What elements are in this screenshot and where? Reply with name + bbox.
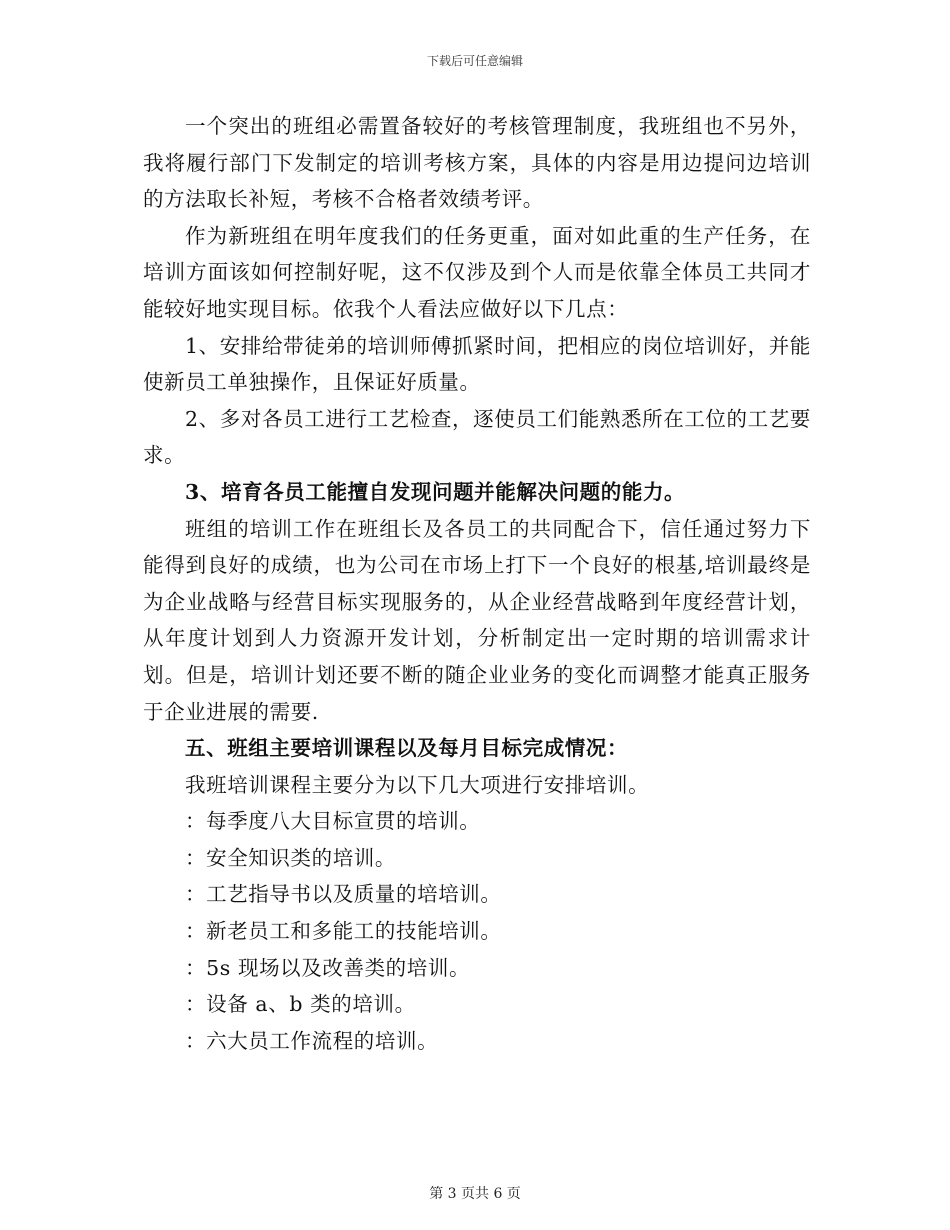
section-heading-5: 五、班组主要培训课程以及每月目标完成情况： — [185, 736, 629, 761]
list-item: ：六大员工作流程的培训。 — [185, 1028, 439, 1053]
page-footer: 第 3 页共 6 页 — [429, 1186, 521, 1202]
document-body — [143, 108, 811, 1059]
list-item: ：每季度八大目标宣贯的培训。 — [185, 809, 481, 834]
paragraph-new-team: 作为新班组在明年度我们的任务更重，面对如此重的生产任务，在培训方面该如何控制好呢，这不仅涉及到个人而是依靠全体员工共同才能较好地实现目标。依我个人看法应做好以下几点： — [143, 223, 811, 321]
paragraph-course-intro: 我班培训课程主要分为以下几大项进行安排培训。 — [185, 772, 650, 797]
page-header: 下载后可任意编辑 — [426, 54, 523, 68]
paragraph-point-1: 1、安排给带徒弟的培训师傅抓紧时间，把相应的岗位培训好，并能使新员工单独操作，且保证好质量。 — [143, 333, 811, 395]
list-item: ：5s 现场以及改善类的培训。 — [185, 955, 471, 980]
paragraph-point-3: 3、培育各员工能擅自发现问题并能解决问题的能力。 — [185, 479, 686, 504]
list-item: ：工艺指导书以及质量的培培训。 — [185, 882, 502, 907]
paragraph-assessment: 一个突出的班组必需置备较好的考核管理制度，我班组也不另外，我将履行部门下发制定的培训考核方案，具体的内容是用边提问边培训的方法取长补短，考核不合格者效绩考评。 — [143, 114, 811, 212]
paragraph-training-summary: 班组的培训工作在班组长及各员工的共同配合下，信任通过努力下能得到良好的成绩，也为公司在市场上打下一个良好的根基,培训最终是为企业战略与经营目标实现服务的，从企业经营战略到年度经营计划，从年度计划到人力资源开发计划，分析制定出一定时期的培训需求计划。但是，培训计划还要不断的随企业业务的变化而调整才能真正服务于企业进展的需要. — [143, 516, 811, 724]
list-item: ：新老员工和多能工的技能培训。 — [185, 919, 502, 944]
list-item: ：安全知识类的培训。 — [185, 845, 396, 870]
paragraph-point-2: 2、多对各员工进行工艺检查，逐使员工们能熟悉所在工位的工艺要求。 — [143, 406, 811, 468]
list-item: ：设备 a、b 类的培训。 — [185, 992, 416, 1017]
